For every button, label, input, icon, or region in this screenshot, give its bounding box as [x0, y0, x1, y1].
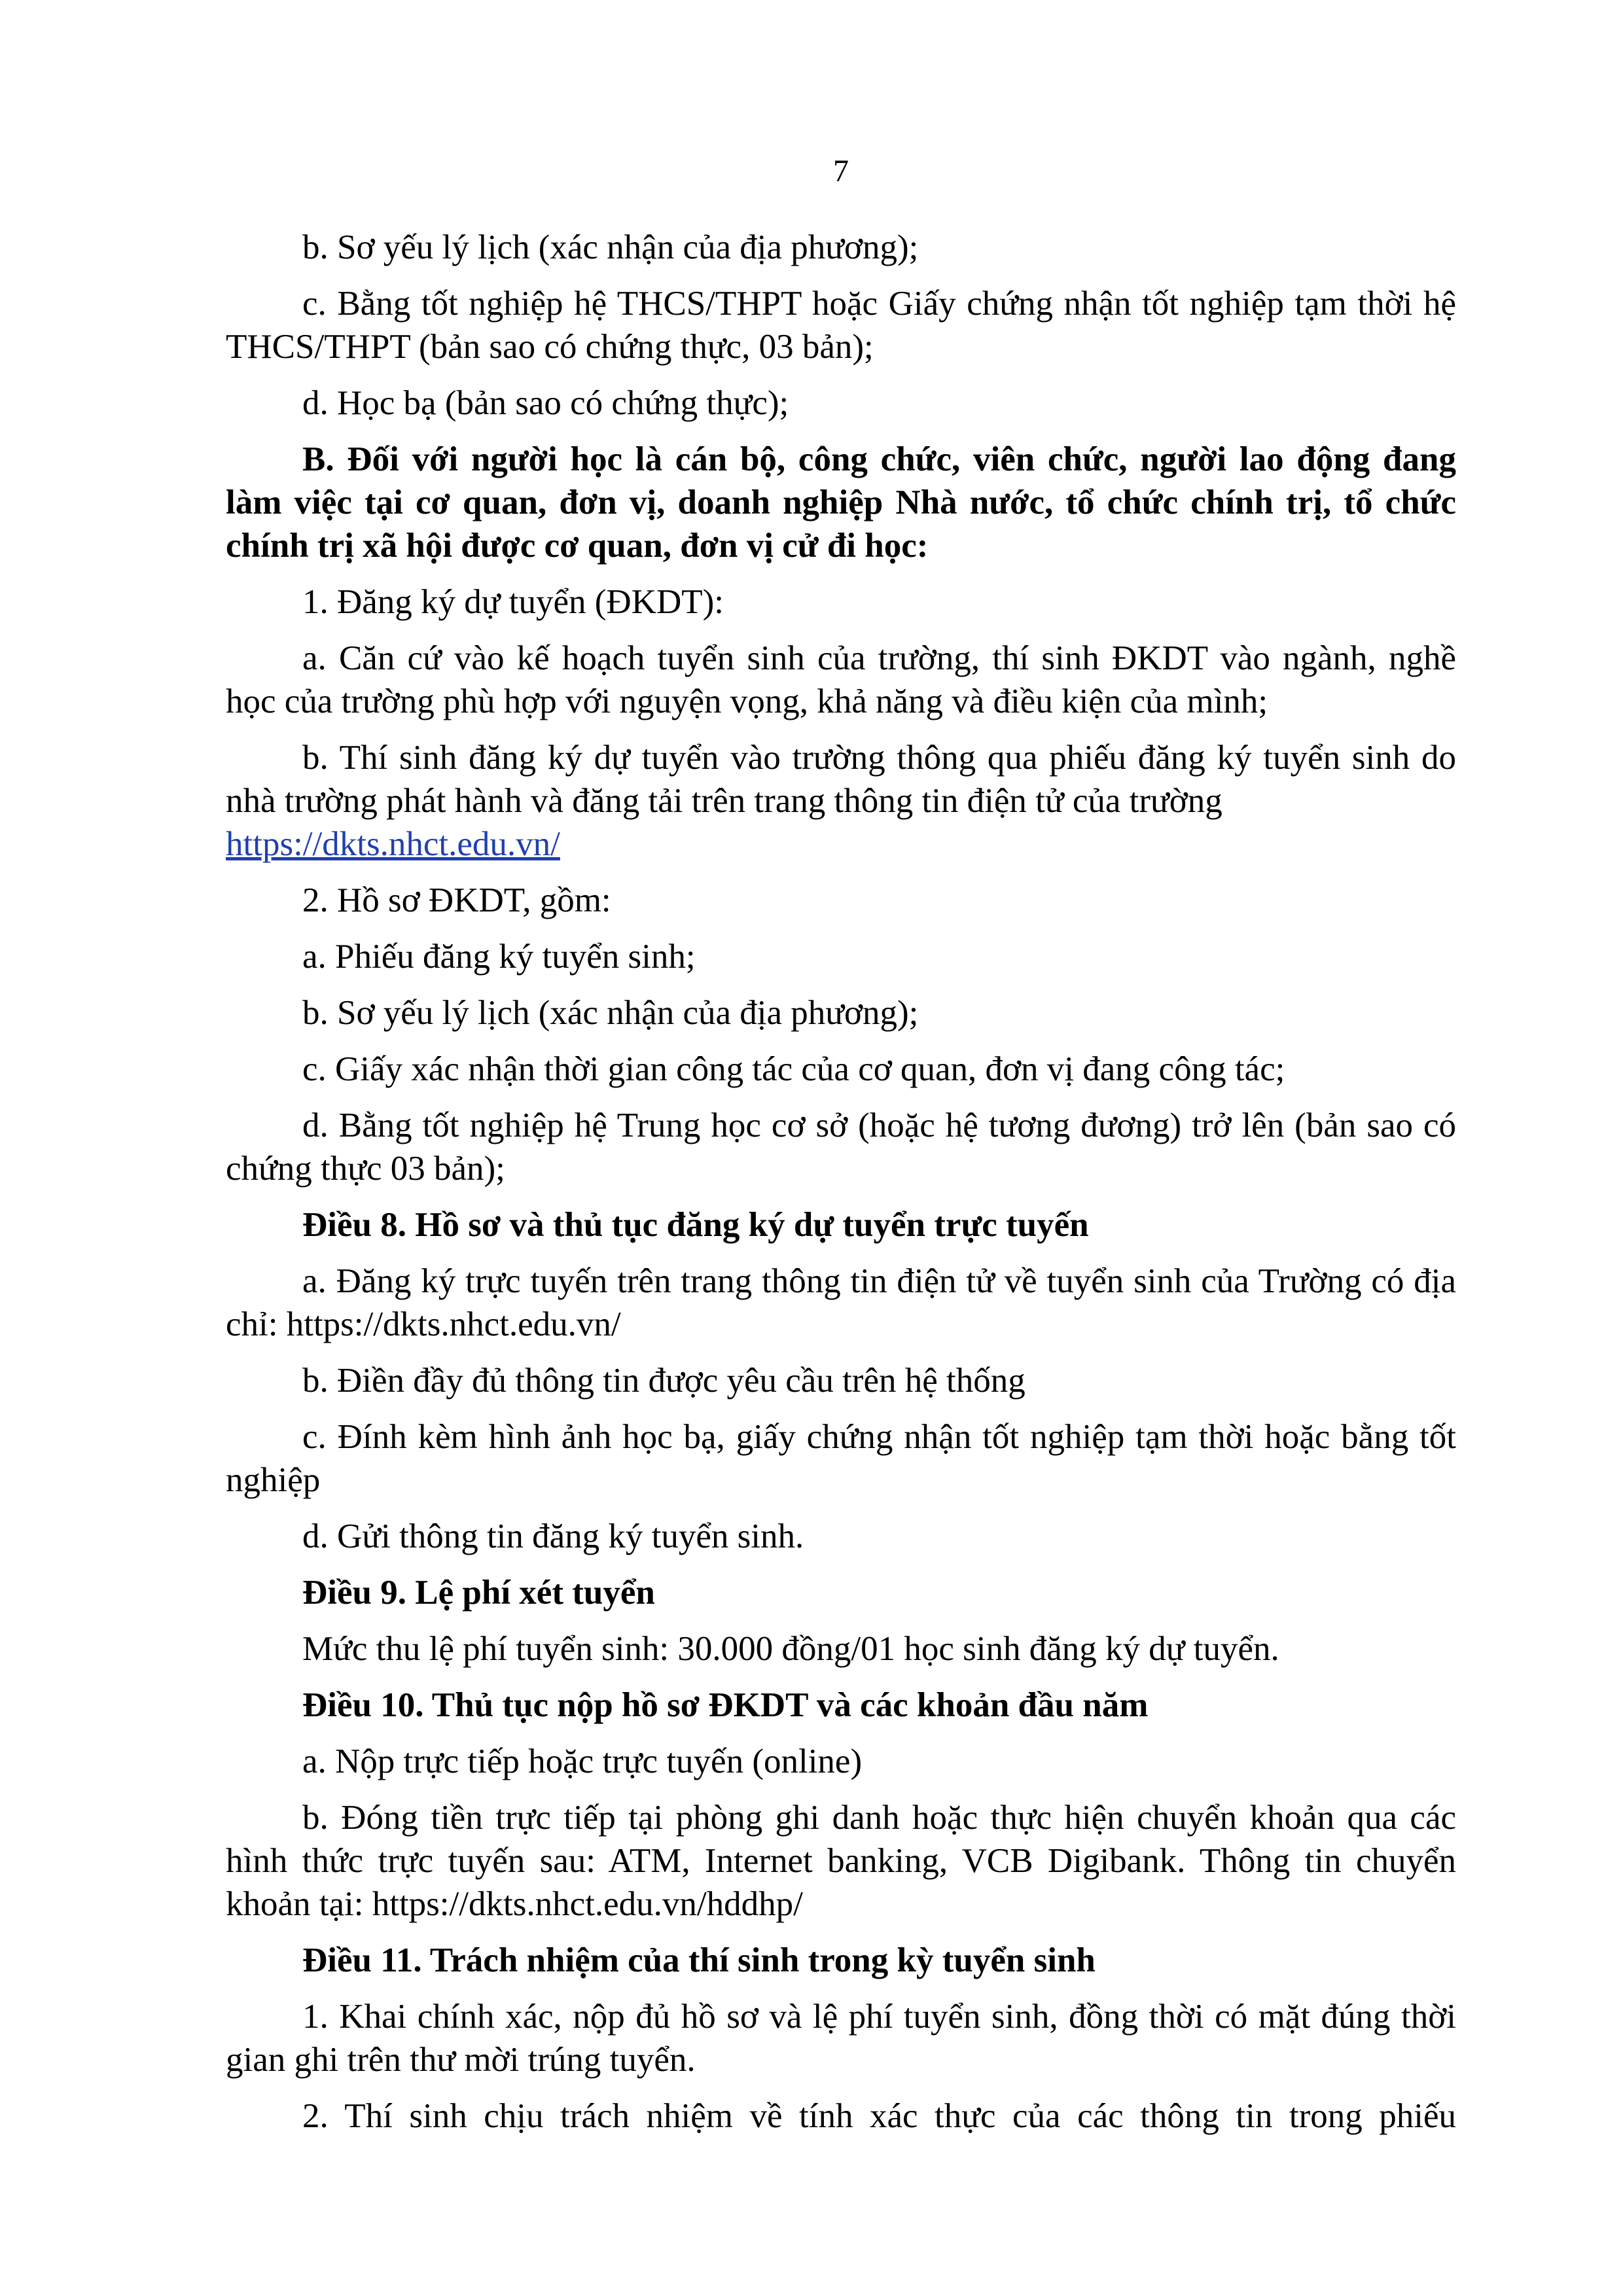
paragraph: d. Học bạ (bản sao có chứng thực);: [302, 384, 789, 422]
paragraph-text: b. Thí sinh đăng ký dự tuyển vào trường thông qua phiếu đăng ký tuyển sinh do nhà trường phát hành và đăng tải trên trang thông tin điện tử của trường: [226, 739, 1456, 820]
paragraph: a. Nộp trực tiếp hoặc trực tuyến (online): [302, 1742, 863, 1780]
paragraph: a. Căn cứ vào kế hoạch tuyển sinh của trường, thí sinh ĐKDT vào ngành, nghề học của trường phù hợp với nguyện vọng, khả năng và điều kiện của mình;: [226, 639, 1456, 720]
article-11-heading: Điều 11. Trách nhiệm của thí sinh trong kỳ tuyển sinh: [302, 1941, 1096, 1979]
paragraph-with-link: [226, 736, 1456, 866]
paragraph: b. Đóng tiền trực tiếp tại phòng ghi danh hoặc thực hiện chuyển khoản qua các hình thức trực tuyến sau: ATM, Internet banking, VCB Digibank. Thông tin chuyển khoản tại: https://dkts.nhct.edu.vn/hddhp/: [226, 1799, 1456, 1923]
page-number: 7: [833, 154, 849, 188]
paragraph: b. Điền đầy đủ thông tin được yêu cầu trên hệ thống: [302, 1362, 1026, 1400]
paragraph: a. Phiếu đăng ký tuyển sinh;: [302, 938, 696, 976]
article-9-heading: Điều 9. Lệ phí xét tuyển: [302, 1574, 655, 1612]
section-heading-b: B. Đối với người học là cán bộ, công chức, viên chức, người lao động đang làm việc tại cơ quan, đơn vị, doanh nghiệp Nhà nước, tổ chức chính trị, tổ chức chính trị xã hội được cơ quan, đơn vị cử đi học:: [226, 440, 1456, 565]
document-body: [226, 226, 1456, 2151]
paragraph: 1. Đăng ký dự tuyển (ĐKDT):: [302, 583, 724, 621]
paragraph: c. Giấy xác nhận thời gian công tác của cơ quan, đơn vị đang công tác;: [302, 1050, 1285, 1088]
registration-link[interactable]: https://dkts.nhct.edu.vn/: [226, 825, 560, 863]
paragraph: a. Đăng ký trực tuyến trên trang thông tin điện tử về tuyển sinh của Trường có địa chỉ: https://dkts.nhct.edu.vn/: [226, 1262, 1456, 1343]
paragraph: c. Đính kèm hình ảnh học bạ, giấy chứng nhận tốt nghiệp tạm thời hoặc bằng tốt nghiệp: [226, 1418, 1456, 1499]
paragraph: c. Bằng tốt nghiệp hệ THCS/THPT hoặc Giấy chứng nhận tốt nghiệp tạm thời hệ THCS/THPT (bản sao có chứng thực, 03 bản);: [226, 285, 1456, 366]
article-10-heading: Điều 10. Thủ tục nộp hồ sơ ĐKDT và các khoản đầu năm: [302, 1686, 1149, 1724]
paragraph: b. Sơ yếu lý lịch (xác nhận của địa phương);: [302, 994, 919, 1032]
paragraph: Mức thu lệ phí tuyển sinh: 30.000 đồng/01 học sinh đăng ký dự tuyển.: [302, 1630, 1279, 1668]
paragraph: 2. Thí sinh chịu trách nhiệm về tính xác thực của các thông tin trong phiếu: [302, 2097, 1456, 2135]
paragraph: d. Gửi thông tin đăng ký tuyển sinh.: [302, 1517, 804, 1555]
paragraph: 2. Hồ sơ ĐKDT, gồm:: [302, 881, 611, 919]
paragraph: d. Bằng tốt nghiệp hệ Trung học cơ sở (hoặc hệ tương đương) trở lên (bản sao có chứng thực 03 bản);: [226, 1106, 1456, 1188]
paragraph: 1. Khai chính xác, nộp đủ hồ sơ và lệ phí tuyển sinh, đồng thời có mặt đúng thời gian ghi trên thư mời trúng tuyển.: [226, 1998, 1456, 2079]
paragraph: b. Sơ yếu lý lịch (xác nhận của địa phương);: [302, 228, 919, 266]
article-8-heading: Điều 8. Hồ sơ và thủ tục đăng ký dự tuyển trực tuyến: [302, 1206, 1089, 1244]
